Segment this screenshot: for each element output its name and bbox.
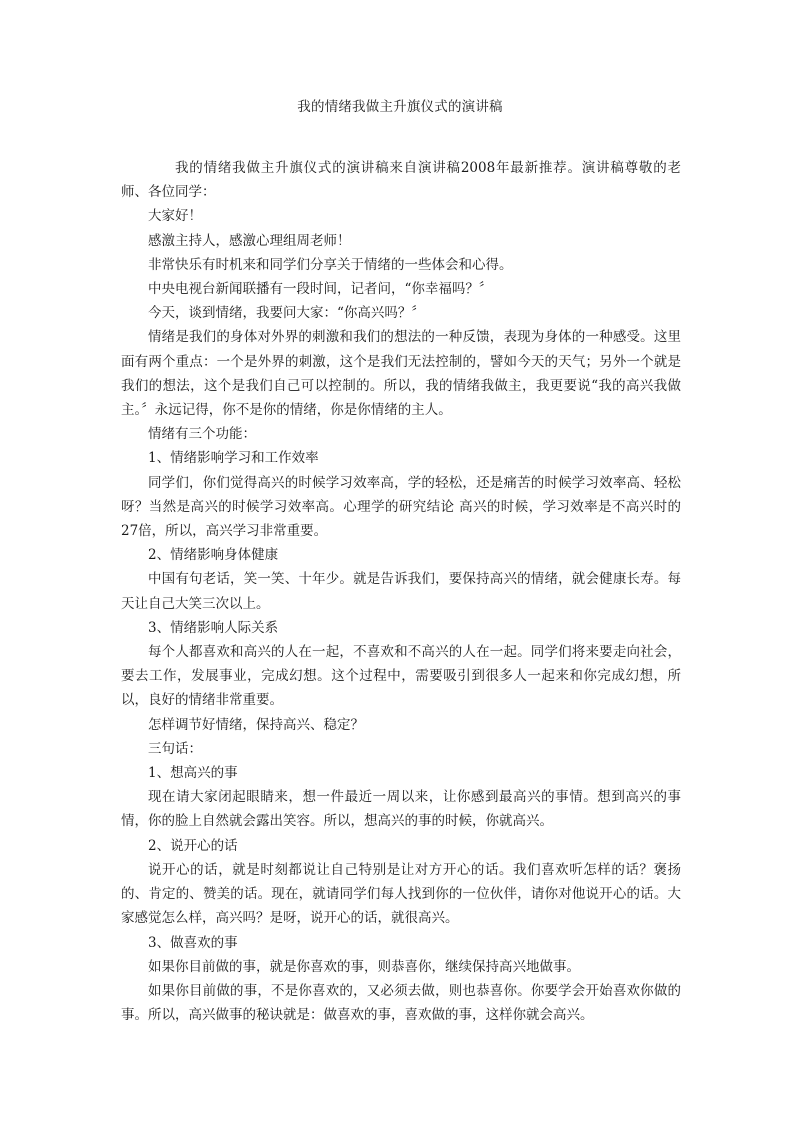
paragraph-tip-3a: 如果你目前做的事，就是你喜欢的事，则恭喜你，继续保持高兴地做事。: [148, 958, 580, 975]
paragraph-cctv: 中央电视台新闻联播有一段时间，记者问，“你幸福吗？〞: [148, 281, 493, 298]
paragraph-function-1: 同学们，你们觉得高兴的时候学习效率高，学的轻松，还是痛苦的时候学习效率高、轻松呀？当然是高兴的时候学习效率高。心理学的研究结论 高兴的时候，学习效率是不高兴时的27倍，所以，高兴学习非常重要。: [121, 474, 681, 540]
paragraph-tip-2: 说开心的话，就是时刻都说让自己特别是让对方开心的话。我们喜欢听怎样的话？褒扬的、肯定的、赞美的话。现在，就请同学们每人找到你的一位伙伴，请你对他说开心的话。大家感觉怎么样，高兴吗？是呀，说开心的话，就很高兴。: [121, 861, 681, 927]
paragraph-question: 今天，谈到情绪，我要问大家：“你高兴吗？〞: [148, 305, 425, 322]
heading-function-1: 1、情绪影响学习和工作效率: [148, 450, 319, 467]
document-body: [121, 156, 681, 1027]
document-title: 我的情绪我做主升旗仪式的演讲稿: [297, 99, 503, 115]
heading-tip-3: 3、做喜欢的事: [148, 934, 238, 951]
paragraph-three-sentences: 三句话：: [148, 740, 202, 757]
heading-function-2: 2、情绪影响身体健康: [148, 547, 279, 564]
heading-tip-1: 1、想高兴的事: [148, 765, 238, 782]
paragraph-thanks: 感激主持人，感激心理组周老师！: [148, 232, 351, 249]
paragraph-emotion-definition: 情绪是我们的身体对外界的刺激和我们的想法的一种反馈，表现为身体的一种感受。这里面有两个重点：一个是外界的刺激，这个是我们无法控制的，譬如今天的天气；另外一个就是我们的想法，这个是我们自己可以控制的。所以，我的情绪我做主，我更要说“我的高兴我做主。〞永远记得，你不是你的情绪，你是你情绪的主人。: [121, 329, 681, 419]
paragraph-share: 非常快乐有时机来和同学们分享关于情绪的一些体会和心得。: [148, 256, 513, 273]
heading-function-3: 3、情绪影响人际关系: [148, 619, 279, 636]
paragraph-tip-1: 现在请大家闭起眼睛来，想一件最近一周以来，让你感到最高兴的事情。想到高兴的事情，你的脸上自然就会露出笑容。所以，想高兴的事的时候，你就高兴。: [121, 789, 681, 830]
paragraph-tip-3b: 如果你目前做的事，不是你喜欢的，又必须去做，则也恭喜你。你要学会开始喜欢你做的事。所以，高兴做事的秘诀就是：做喜欢的事，喜欢做的事，这样你就会高兴。: [121, 982, 681, 1024]
paragraph-function-3: 每个人都喜欢和高兴的人在一起，不喜欢和不高兴的人在一起。同学们将来要走向社会，要去工作，发展事业，完成幻想。这个过程中，需要吸引到很多人一起来和你完成幻想，所以，良好的情绪非常重要。: [121, 644, 681, 709]
paragraph-how-to-adjust: 怎样调节好情绪，保持高兴、稳定？: [148, 716, 364, 733]
heading-tip-2: 2、说开心的话: [148, 837, 238, 854]
paragraph-three-functions: 情绪有三个功能：: [148, 426, 256, 443]
paragraph-function-2: 中国有句老话，笑一笑、十年少。就是告诉我们，要保持高兴的情绪，就会健康长寿。每天让自己大笑三次以上。: [121, 571, 681, 612]
paragraph-intro: 我的情绪我做主升旗仪式的演讲稿来自演讲稿2008年最新推荐。演讲稿尊敬的老师、各位同学：: [121, 160, 681, 201]
paragraph-greeting: 大家好！: [148, 208, 202, 225]
